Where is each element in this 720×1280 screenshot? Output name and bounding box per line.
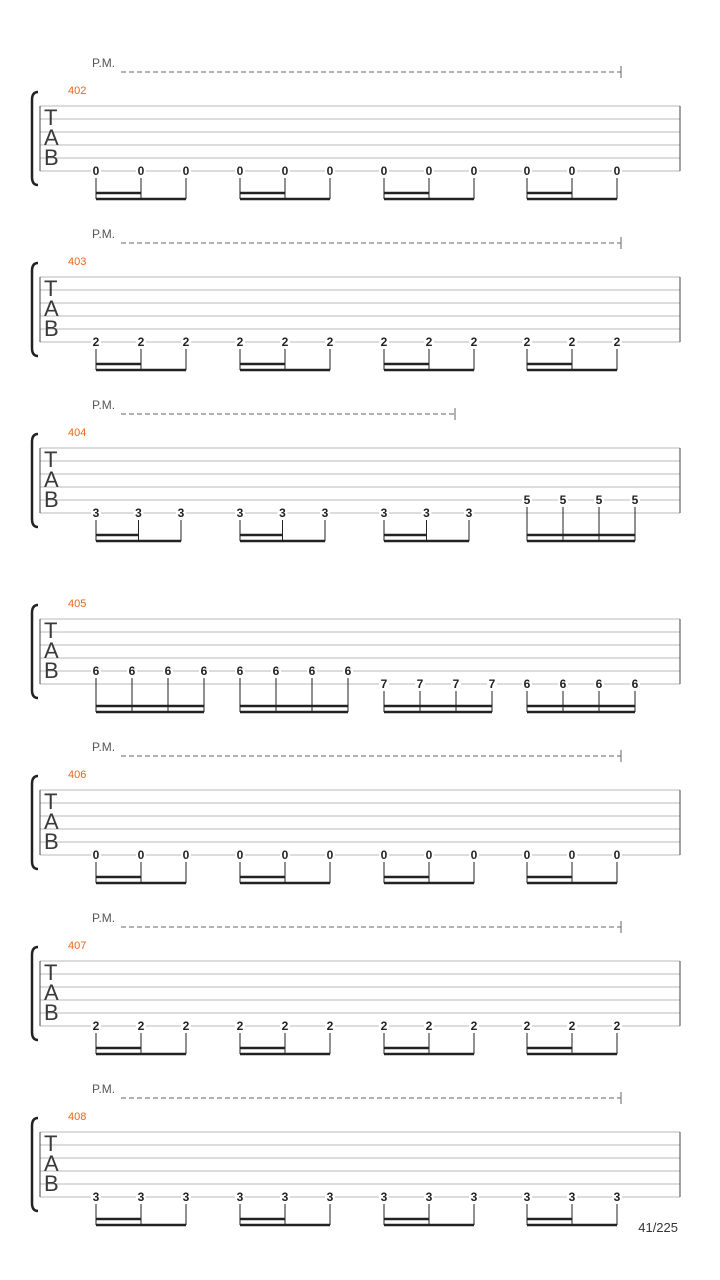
fret-number: 3 [568, 1190, 576, 1204]
tab-system-407 [32, 911, 680, 1054]
palm-mute-label: P.M. [92, 398, 116, 412]
fret-number: 0 [326, 848, 334, 862]
fret-number: 6 [128, 664, 136, 678]
fret-number: 2 [182, 1019, 190, 1033]
tab-letter-b: B [44, 1000, 59, 1025]
fret-number: 3 [92, 506, 100, 520]
fret-number: 6 [92, 664, 100, 678]
fret-number: 2 [523, 335, 531, 349]
fret-number: 7 [380, 677, 388, 691]
fret-number: 0 [281, 848, 289, 862]
fret-number: 6 [272, 664, 280, 678]
fret-number: 6 [164, 664, 172, 678]
tab-letter-t: T [44, 447, 58, 472]
fret-number: 3 [321, 506, 329, 520]
bar-number: 406 [68, 769, 87, 781]
fret-number: 3 [613, 1190, 621, 1204]
fret-number: 6 [200, 664, 208, 678]
fret-number: 2 [236, 335, 244, 349]
fret-number: 7 [488, 677, 496, 691]
fret-number: 0 [523, 848, 531, 862]
fret-number: 3 [182, 1190, 190, 1204]
fret-number: 0 [523, 164, 531, 178]
tab-letter-b: B [44, 487, 59, 512]
tab-letter-a: A [44, 809, 59, 834]
fret-number: 2 [137, 335, 145, 349]
fret-number: 5 [595, 493, 603, 507]
tab-letter-a: A [44, 638, 59, 663]
fret-number: 3 [92, 1190, 100, 1204]
fret-number: 5 [523, 493, 531, 507]
bar-number: 407 [68, 940, 87, 952]
fret-number: 0 [281, 164, 289, 178]
fret-number: 3 [236, 1190, 244, 1204]
tab-letter-b: B [44, 829, 59, 854]
fret-number: 3 [465, 506, 473, 520]
palm-mute-label: P.M. [92, 227, 116, 241]
tab-letter-a: A [44, 980, 59, 1005]
tab-letter-t: T [44, 618, 58, 643]
fret-number: 0 [470, 164, 478, 178]
fret-number: 6 [631, 677, 639, 691]
bar-number: 403 [68, 256, 87, 268]
fret-number: 3 [425, 1190, 433, 1204]
tab-letter-t: T [44, 1131, 58, 1156]
fret-number: 3 [326, 1190, 334, 1204]
system-bracket [32, 92, 38, 185]
tab-system-403 [32, 227, 680, 370]
fret-number: 0 [137, 848, 145, 862]
fret-number: 2 [326, 1019, 334, 1033]
fret-number: 0 [92, 164, 100, 178]
bar-number: 404 [68, 427, 87, 439]
tab-letter-a: A [44, 1151, 59, 1176]
fret-number: 3 [380, 506, 388, 520]
bar-number: 408 [68, 1111, 87, 1123]
system-bracket [32, 434, 38, 527]
fret-number: 0 [236, 848, 244, 862]
fret-number: 2 [568, 335, 576, 349]
fret-number: 2 [326, 335, 334, 349]
fret-number: 0 [568, 848, 576, 862]
fret-number: 0 [425, 164, 433, 178]
fret-number: 2 [470, 1019, 478, 1033]
fret-number: 0 [470, 848, 478, 862]
fret-number: 0 [326, 164, 334, 178]
system-bracket [32, 605, 38, 698]
fret-number: 6 [523, 677, 531, 691]
fret-number: 3 [135, 506, 142, 520]
fret-number: 0 [182, 848, 190, 862]
fret-number: 2 [137, 1019, 145, 1033]
tab-letter-a: A [44, 296, 59, 321]
fret-number: 0 [137, 164, 145, 178]
fret-number: 0 [425, 848, 433, 862]
fret-number: 5 [559, 493, 567, 507]
tab-system-406 [32, 740, 680, 883]
fret-number: 3 [236, 506, 244, 520]
fret-number: 7 [452, 677, 460, 691]
tab-letter-t: T [44, 276, 58, 301]
tab-letter-b: B [44, 1171, 59, 1196]
fret-number: 2 [425, 335, 433, 349]
palm-mute-label: P.M. [92, 911, 116, 925]
tab-letter-a: A [44, 467, 59, 492]
fret-number: 0 [380, 848, 388, 862]
page-number: 41/225 [638, 1220, 678, 1235]
palm-mute-label: P.M. [92, 740, 116, 754]
fret-number: 2 [182, 335, 190, 349]
bar-number: 405 [68, 598, 87, 610]
fret-number: 2 [613, 1019, 621, 1033]
fret-number: 3 [177, 506, 185, 520]
fret-number: 2 [470, 335, 478, 349]
fret-number: 2 [380, 1019, 388, 1033]
fret-number: 0 [613, 848, 621, 862]
fret-number: 2 [425, 1019, 433, 1033]
system-bracket [32, 776, 38, 869]
fret-number: 0 [182, 164, 190, 178]
fret-number: 2 [92, 335, 100, 349]
fret-number: 5 [631, 493, 639, 507]
tab-system-402 [32, 56, 680, 199]
fret-number: 0 [613, 164, 621, 178]
fret-number: 0 [380, 164, 388, 178]
fret-number: 6 [308, 664, 316, 678]
fret-number: 3 [281, 1190, 289, 1204]
fret-number: 3 [137, 1190, 145, 1204]
tab-system-404 [32, 398, 680, 541]
tab-letter-t: T [44, 789, 58, 814]
fret-number: 6 [559, 677, 567, 691]
fret-number: 2 [380, 335, 388, 349]
fret-number: 6 [595, 677, 603, 691]
fret-number: 3 [380, 1190, 388, 1204]
tab-letter-b: B [44, 316, 59, 341]
fret-number: 2 [523, 1019, 531, 1033]
system-bracket [32, 947, 38, 1040]
fret-number: 2 [281, 1019, 289, 1033]
tab-letter-b: B [44, 658, 59, 683]
tab-letter-t: T [44, 105, 58, 130]
fret-number: 3 [523, 1190, 531, 1204]
fret-number: 3 [423, 506, 430, 520]
fret-number: 6 [236, 664, 244, 678]
fret-number: 0 [236, 164, 244, 178]
system-bracket [32, 263, 38, 356]
fret-number: 0 [568, 164, 576, 178]
tab-letter-t: T [44, 960, 58, 985]
fret-number: 2 [613, 335, 621, 349]
palm-mute-label: P.M. [92, 56, 116, 70]
bar-number: 402 [68, 85, 87, 97]
fret-number: 2 [568, 1019, 576, 1033]
fret-number: 3 [279, 506, 286, 520]
palm-mute-label: P.M. [92, 1082, 116, 1096]
fret-number: 6 [344, 664, 352, 678]
tab-system-405 [32, 598, 680, 712]
fret-number: 2 [92, 1019, 100, 1033]
fret-number: 7 [416, 677, 424, 691]
system-bracket [32, 1118, 38, 1211]
fret-number: 3 [470, 1190, 478, 1204]
fret-number: 2 [236, 1019, 244, 1033]
tab-system-408 [32, 1082, 680, 1225]
tab-letter-a: A [44, 125, 59, 150]
tab-letter-b: B [44, 145, 59, 170]
fret-number: 0 [92, 848, 100, 862]
fret-number: 2 [281, 335, 289, 349]
